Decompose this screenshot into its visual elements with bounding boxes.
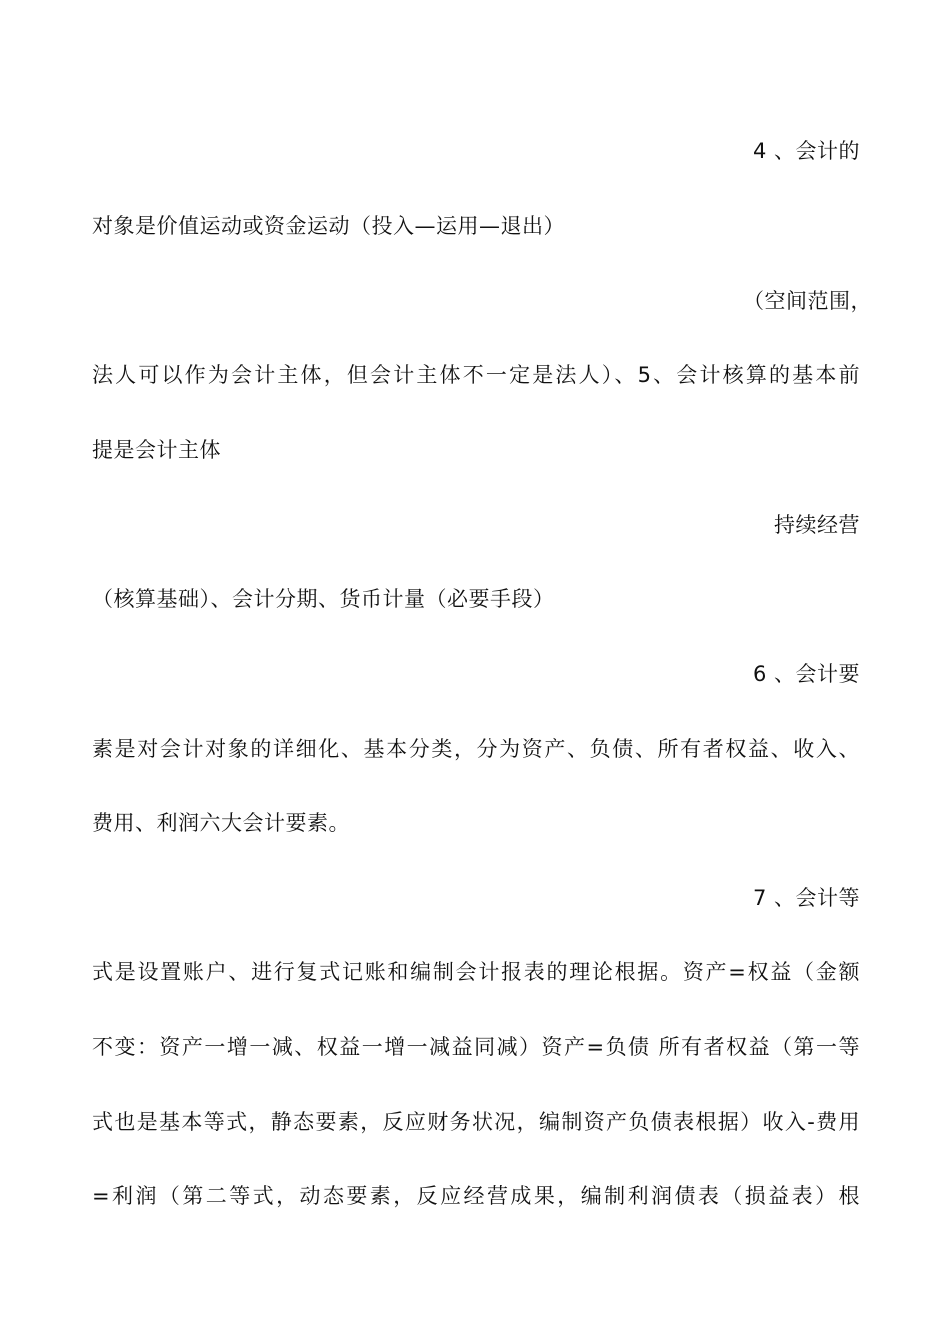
text-line-2: 对象是价值运动或资金运动（投入—运用—退出）	[92, 214, 565, 238]
text-line-3: （空间范围，	[743, 289, 872, 313]
text-line-11: 7 、会计等	[752, 886, 860, 910]
text-line-14: 式也是基本等式，静态要素，反应财务状况，编制资产负债表根据）收入-费用	[92, 1110, 860, 1134]
text-line-15: =利润（第二等式，动态要素，反应经营成果，编制利润债表（损益表）根	[92, 1184, 860, 1208]
text-line-6: 持续经营	[774, 513, 860, 537]
text-line-7: （核算基础）、会计分期、货币计量（必要手段）	[92, 587, 555, 611]
text-line-13: 不变：资产一增一减、权益一增一减益同减）资产=负债 所有者权益（第一等	[92, 1035, 860, 1059]
text-line-4: 法人可以作为会计主体，但会计主体不一定是法人）、5、会计核算的基本前	[92, 363, 860, 387]
text-line-12: 式是设置账户、进行复式记账和编制会计报表的理论根据。资产=权益（金额	[92, 960, 860, 984]
text-line-5: 提是会计主体	[92, 438, 221, 462]
text-line-10: 费用、利润六大会计要素。	[92, 811, 350, 835]
text-line-1: 4 、会计的	[752, 139, 860, 163]
text-line-8: 6 、会计要	[752, 662, 860, 686]
text-line-9: 素是对会计对象的详细化、基本分类，分为资产、负债、所有者权益、收入、	[92, 737, 860, 761]
